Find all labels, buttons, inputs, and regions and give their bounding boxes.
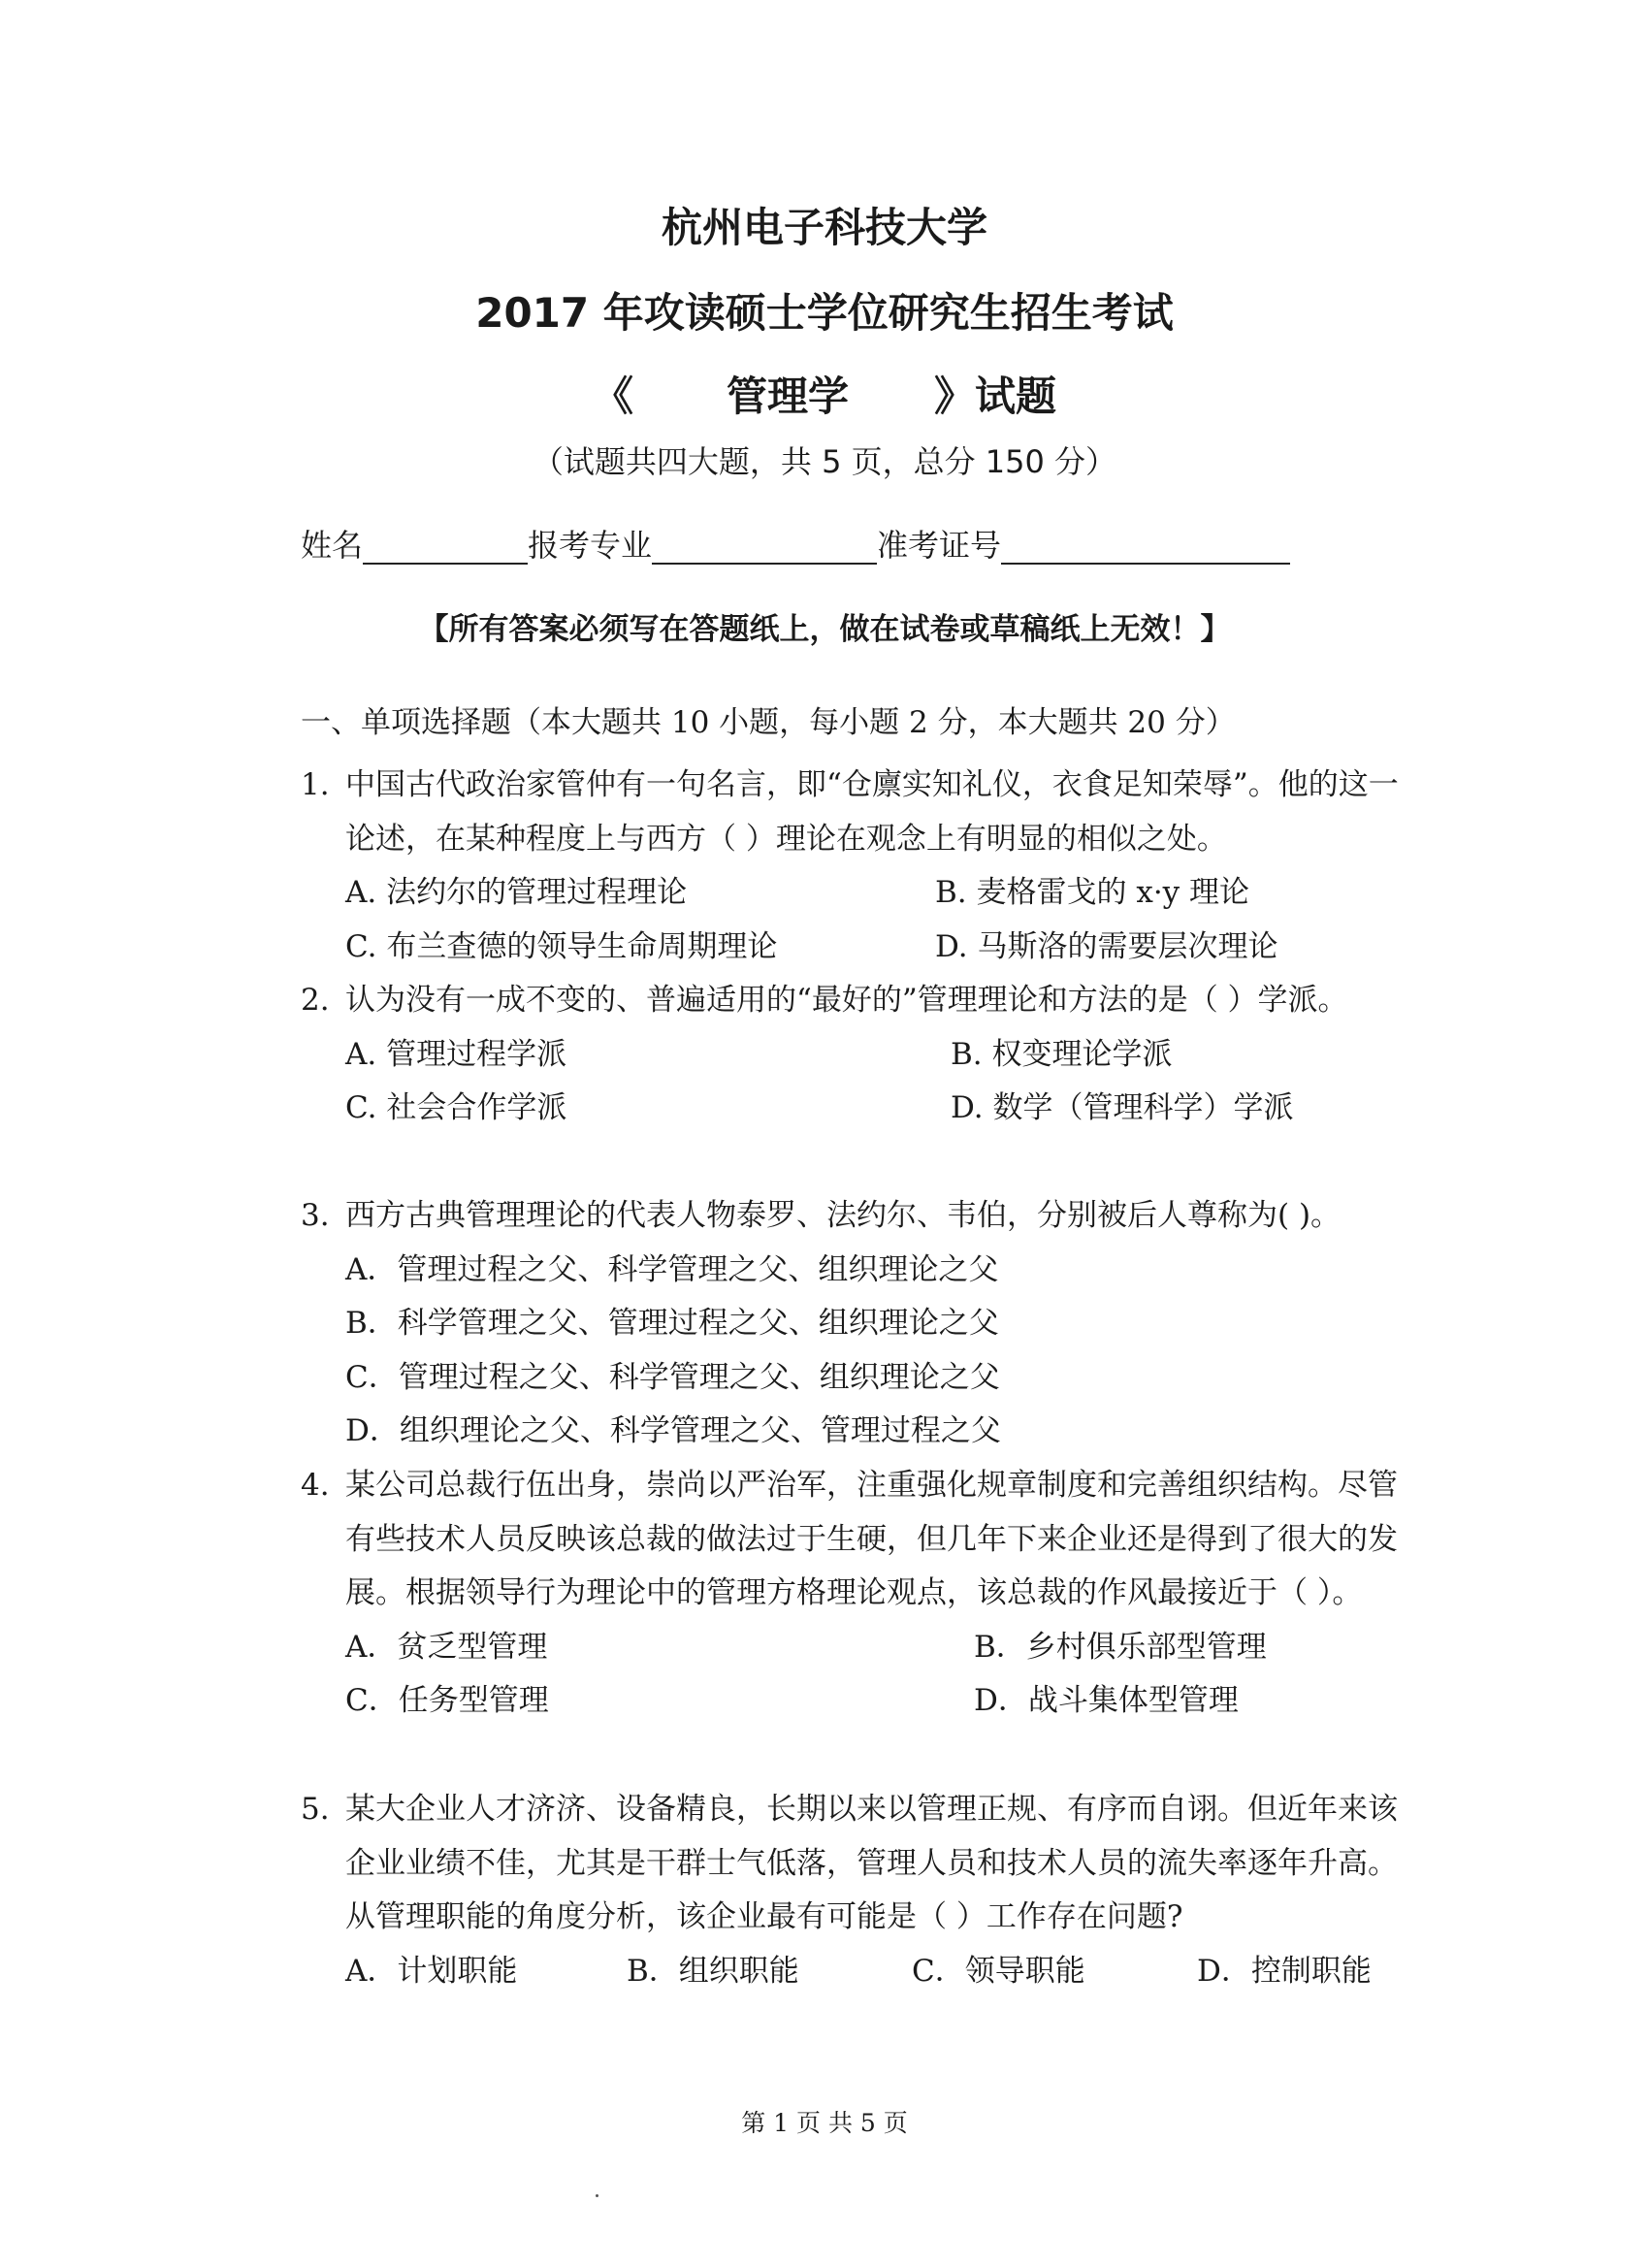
question-number: 3. xyxy=(301,1198,330,1233)
option-d[interactable]: D. 数学（管理科学）学派 xyxy=(951,1090,1294,1125)
subject-name: 管理学 xyxy=(726,373,849,420)
question-4 xyxy=(301,1459,1426,1729)
ticket-blank[interactable] xyxy=(1001,530,1290,565)
question-options xyxy=(345,1028,1426,1136)
option-a[interactable]: A．管理过程之父、科学管理之父、组织理论之父 xyxy=(345,1251,999,1287)
option-c[interactable]: C．管理过程之父、科学管理之父、组织理论之父 xyxy=(345,1359,1000,1395)
name-label: 姓名 xyxy=(301,527,364,564)
question-number: 5. xyxy=(301,1792,330,1827)
option-b[interactable]: B．科学管理之父、管理过程之父、组织理论之父 xyxy=(345,1306,999,1341)
question-stem: 西方古典管理理论的代表人物泰罗、法约尔、韦伯，分别被后人尊称为( )。 xyxy=(345,1198,1342,1233)
option-c[interactable]: C. 社会合作学派 xyxy=(345,1090,567,1125)
ticket-label: 准考证号 xyxy=(877,527,1002,564)
option-d[interactable]: D．组织理论之父、科学管理之父、管理过程之父 xyxy=(345,1413,1001,1448)
question-number: 1. xyxy=(301,767,330,802)
question-options xyxy=(345,1244,1426,1459)
question-stem: 某公司总裁行伍出身，崇尚以严治军，注重强化规章制度和完善组织结构。尽管有些技术人员反映该总裁的做法过于生硬，但几年下来企业还是得到了很大的发展。根据领导行为理论中的管理方格理论观点，该总裁的作风最接近于（ ）。 xyxy=(345,1468,1398,1610)
major-label: 报考专业 xyxy=(528,527,653,564)
option-d[interactable]: D．控制职能 xyxy=(1197,1953,1372,1989)
page-footer: 第 1 页 共 5 页 xyxy=(741,2109,908,2137)
question-2 xyxy=(301,974,1426,1136)
option-a[interactable]: A. 法约尔的管理过程理论 xyxy=(345,875,688,910)
question-3 xyxy=(301,1189,1426,1459)
section-title: 一、单项选择题（本大题共 10 小题，每小题 2 分，本大题共 20 分） xyxy=(301,705,1236,740)
scan-speck xyxy=(596,2194,598,2197)
option-b[interactable]: B. 麦格雷戈的 x·y 理论 xyxy=(935,875,1250,910)
question-stem: 中国古代政治家管仲有一句名言，即“仓廪实知礼仪，衣食足知荣辱”。他的这一论述，在某种程度上与西方（ ）理论在观念上有明显的相似之处。 xyxy=(345,767,1399,857)
option-b[interactable]: B．组织职能 xyxy=(627,1953,799,1989)
option-c[interactable]: C．领导职能 xyxy=(912,1953,1085,1989)
question-options xyxy=(345,866,1426,974)
subject-suffix: 》试题 xyxy=(934,373,1057,420)
question-5 xyxy=(301,1783,1426,1998)
subject-title xyxy=(0,373,1649,420)
major-blank[interactable] xyxy=(652,530,877,565)
open-bracket: 《 xyxy=(592,373,633,420)
answer-notice: 【所有答案必须写在答题纸上，做在试卷或草稿纸上无效！】 xyxy=(418,612,1231,647)
exam-info: （试题共四大题，共 5 页，总分 150 分） xyxy=(532,443,1117,480)
option-d[interactable]: D．战斗集体型管理 xyxy=(974,1683,1239,1718)
option-b[interactable]: B. 权变理论学派 xyxy=(951,1036,1173,1072)
option-d[interactable]: D. 马斯洛的需要层次理论 xyxy=(935,928,1278,964)
question-number: 4. xyxy=(301,1468,330,1503)
option-a[interactable]: A. 管理过程学派 xyxy=(345,1036,567,1072)
candidate-fields xyxy=(301,526,1368,565)
question-number: 2. xyxy=(301,983,330,1018)
name-blank[interactable] xyxy=(363,530,528,565)
question-options xyxy=(345,1621,1426,1729)
question-1 xyxy=(301,759,1426,974)
option-b[interactable]: B．乡村俱乐部型管理 xyxy=(974,1629,1267,1665)
option-a[interactable]: A．计划职能 xyxy=(345,1953,518,1989)
question-stem: 某大企业人才济济、设备精良，长期以来以管理正规、有序而自诩。但近年来该企业业绩不佳，尤其是干群士气低落，管理人员和技术人员的流失率逐年升高。从管理职能的角度分析，该企业最有可能是（ ）工作存在问题? xyxy=(345,1792,1398,1934)
exam-name: 2017 年攻读硕士学位研究生招生考试 xyxy=(475,289,1174,337)
university-title: 杭州电子科技大学 xyxy=(661,204,987,251)
question-stem: 认为没有一成不变的、普遍适用的“最好的”管理理论和方法的是（ ）学派。 xyxy=(345,983,1348,1018)
option-c[interactable]: C．任务型管理 xyxy=(345,1683,549,1718)
option-a[interactable]: A．贫乏型管理 xyxy=(345,1629,548,1665)
question-options xyxy=(345,1945,1426,1999)
option-c[interactable]: C. 布兰查德的领导生命周期理论 xyxy=(345,928,778,964)
